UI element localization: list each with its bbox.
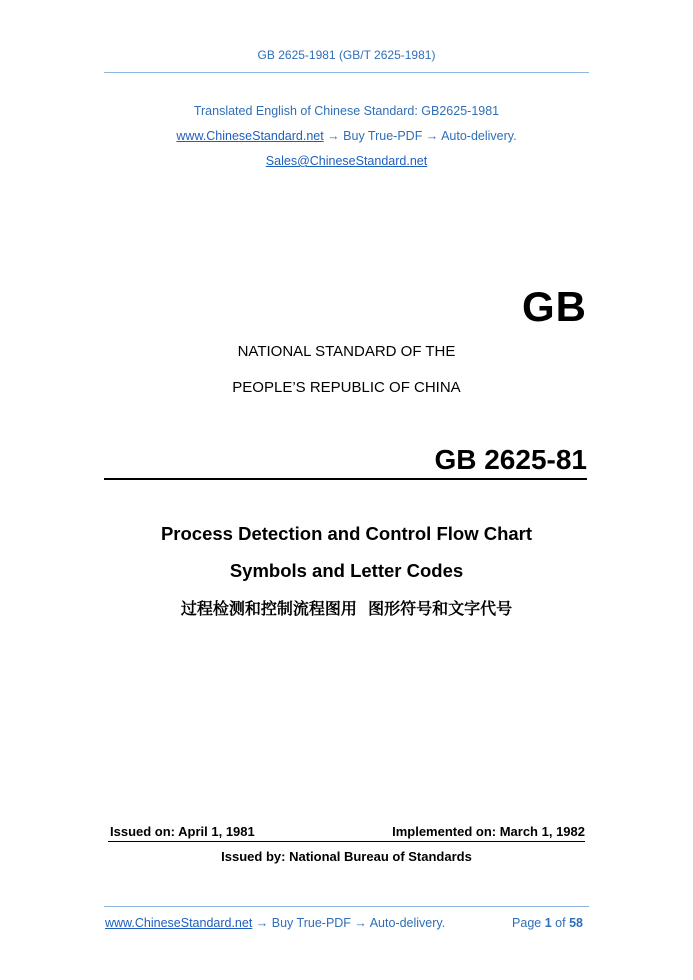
footer-buy-line [105, 916, 445, 930]
footer-divider [104, 906, 589, 907]
national-standard-line1: NATIONAL STANDARD OF THE [237, 343, 456, 360]
title-line1: Process Detection and Control Flow Chart [160, 523, 533, 544]
page-total: 58 [569, 916, 583, 930]
page-current: 1 [544, 916, 552, 930]
translated-notice: Translated English of Chinese Standard: GB2625-1981 [193, 104, 500, 118]
page-label: Page [512, 916, 542, 930]
page-of: of [555, 916, 566, 930]
title-line2: Symbols and Letter Codes [229, 560, 464, 581]
header-divider [104, 72, 589, 73]
buy-line [0, 129, 693, 143]
implemented-on: Implemented on: March 1, 1982 [392, 824, 585, 839]
standard-number: GB 2625-81 [434, 444, 587, 475]
page-indicator [512, 916, 583, 930]
running-header: GB 2625-1981 (GB/T 2625-1981) [257, 48, 436, 62]
site-link[interactable]: www.ChineseStandard.net [176, 129, 324, 143]
standard-number-rule [104, 478, 587, 480]
sales-email-link[interactable]: Sales@ChineseStandard.net [265, 154, 428, 168]
footer-site-link[interactable]: www.ChineseStandard.net [105, 916, 253, 930]
issued-by: Issued by: National Bureau of Standards [221, 849, 472, 864]
sales-line [0, 154, 693, 168]
title-chinese: 过程检测和控制流程图用 图形符号和文字代号 [180, 599, 513, 618]
issue-rule [108, 841, 585, 842]
buy-text: → Buy True-PDF → Auto-delivery. [323, 129, 517, 143]
national-standard-line2: PEOPLE’S REPUBLIC OF CHINA [232, 379, 461, 396]
issued-on: Issued on: April 1, 1981 [110, 824, 255, 839]
footer-buy-text: → Buy True-PDF → Auto-delivery. [252, 916, 446, 930]
gb-logo: GB [522, 283, 587, 330]
